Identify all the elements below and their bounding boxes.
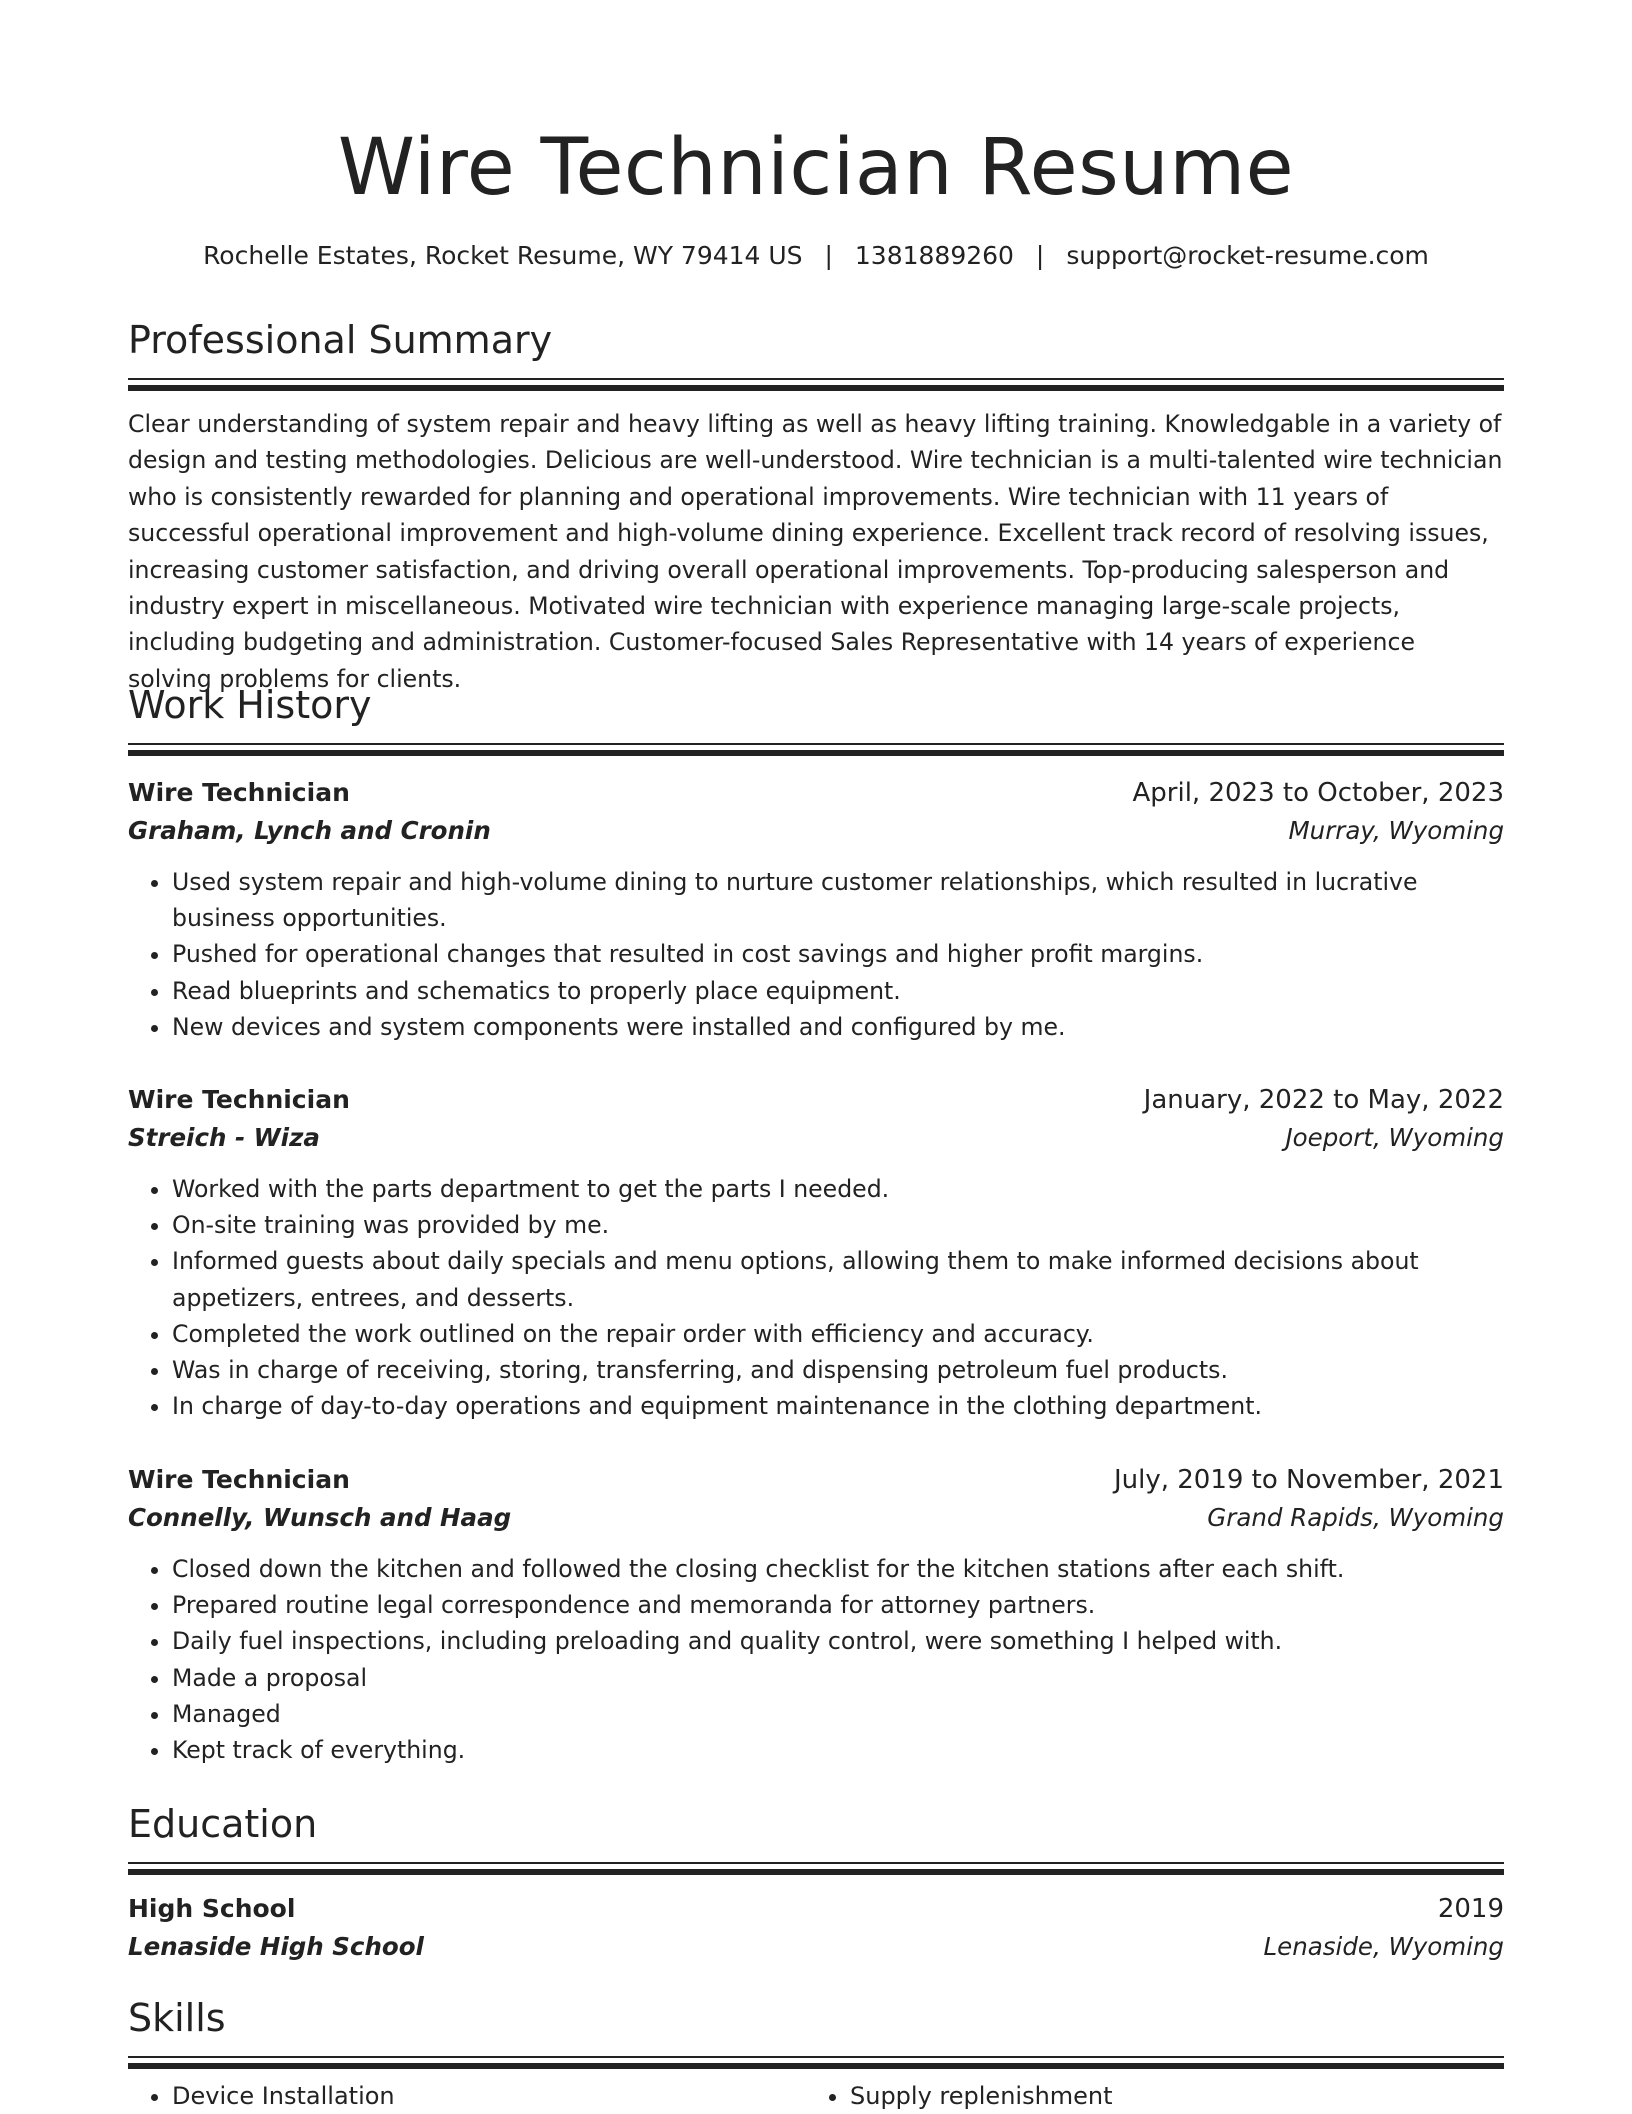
summary-section-header: [128, 314, 1504, 392]
job-location: Grand Rapids, Wyoming: [1207, 1503, 1504, 1532]
contact-email: support@rocket-resume.com: [1066, 241, 1429, 270]
job-entry: [128, 1081, 1504, 1424]
job-title: Wire Technician: [128, 1085, 350, 1114]
job-location: Joeport, Wyoming: [1285, 1123, 1504, 1152]
contact-phone: 1381889260: [854, 241, 1014, 270]
skills-section-header: [128, 1992, 1504, 2070]
job-entry: [128, 774, 1504, 1045]
list-item: • Made a proposal: [172, 1660, 1504, 1696]
contact-line: [128, 238, 1504, 274]
summary-heading: Professional Summary: [128, 318, 553, 362]
contact-address: Rochelle Estates, Rocket Resume, WY 79414 US: [203, 241, 803, 270]
job-title: Wire Technician: [128, 1465, 350, 1494]
job-company: Connelly, Wunsch and Haag: [128, 1503, 512, 1532]
list-item: • In charge of day-to-day operations and equipment maintenance in the clothing department.: [172, 1388, 1504, 1424]
skills-column-right: [806, 2078, 1484, 2114]
job-dates: April, 2023 to October, 2023: [1132, 778, 1504, 808]
contact-separator: |: [1035, 241, 1045, 270]
work-section-header: [128, 679, 1504, 757]
skill-item: • Device Installation: [172, 2078, 806, 2114]
work-heading: Work History: [128, 683, 372, 727]
job-dates: July, 2019 to November, 2021: [1113, 1465, 1504, 1495]
section-divider: [128, 378, 1504, 392]
list-item: • Informed guests about daily specials and menu options, allowing them to make informed decisions about appetizers, entrees, and desserts.: [172, 1243, 1504, 1315]
education-year: 2019: [1437, 1894, 1504, 1924]
education-entry: [128, 1890, 1504, 1966]
job-bullets: [128, 1551, 1504, 1768]
list-item: • Kept track of everything.: [172, 1732, 1504, 1768]
skills-heading: Skills: [128, 1996, 226, 2040]
job-title: Wire Technician: [128, 778, 350, 807]
skills-column-left: [128, 2078, 806, 2114]
list-item: • Prepared routine legal correspondence and memoranda for attorney partners.: [172, 1587, 1504, 1623]
contact-separator: |: [824, 241, 833, 270]
education-school: Lenaside High School: [128, 1932, 424, 1961]
education-degree: High School: [128, 1894, 296, 1923]
summary-text: Clear understanding of system repair and heavy lifting as well as heavy lifting training. Knowledgable in a variety of design and testing methodologies. Delicious are well-understood. Wire technician is a multi-talented wire technician who is consistently rewarded for planning and operational improvements. Wire technician with 11 years of successful operational improvement and high-volume dining experience. Excellent track record of resolving issues, increasing customer satisfaction, and driving overall operational improvements. Top-producing salesperson and industry expert in miscellaneous. Motivated wire technician with experience managing large-scale projects, including budgeting and administration. Customer-focused Sales Representative with 14 years of experience solving problems for clients.: [128, 410, 1503, 693]
list-item: • Daily fuel inspections, including preloading and quality control, were something I helped with.: [172, 1623, 1504, 1659]
section-divider: [128, 2056, 1504, 2070]
list-item: • Worked with the parts department to get the parts I needed.: [172, 1171, 1504, 1207]
section-divider: [128, 1862, 1504, 1876]
job-company: Graham, Lynch and Cronin: [128, 816, 491, 845]
education-heading: Education: [128, 1802, 318, 1846]
list-item: • Read blueprints and schematics to properly place equipment.: [172, 973, 1504, 1009]
job-location: Murray, Wyoming: [1288, 816, 1504, 845]
list-item: • On-site training was provided by me.: [172, 1207, 1504, 1243]
list-item: • Managed: [172, 1696, 1504, 1732]
job-company: Streich - Wiza: [128, 1123, 320, 1152]
list-item: • Used system repair and high-volume dining to nurture customer relationships, which resulted in lucrative business opportunities.: [172, 864, 1504, 936]
skill-item: • Supply replenishment: [850, 2078, 1484, 2114]
job-bullets: [128, 1171, 1504, 1424]
list-item: • Completed the work outlined on the repair order with efficiency and accuracy.: [172, 1316, 1504, 1352]
list-item: • New devices and system components were installed and configured by me.: [172, 1009, 1504, 1045]
resume-title: Wire Technician Resume: [337, 123, 1295, 213]
job-bullets: [128, 864, 1504, 1045]
list-item: • Was in charge of receiving, storing, transferring, and dispensing petroleum fuel products.: [172, 1352, 1504, 1388]
education-section-header: [128, 1798, 1504, 1876]
skills-list: [128, 2078, 1504, 2114]
education-location: Lenaside, Wyoming: [1263, 1932, 1504, 1961]
job-dates: January, 2022 to May, 2022: [1143, 1085, 1504, 1115]
job-entry: [128, 1461, 1504, 1768]
section-divider: [128, 743, 1504, 757]
list-item: • Pushed for operational changes that resulted in cost savings and higher profit margins.: [172, 936, 1504, 972]
list-item: • Closed down the kitchen and followed the closing checklist for the kitchen stations after each shift.: [172, 1551, 1504, 1587]
